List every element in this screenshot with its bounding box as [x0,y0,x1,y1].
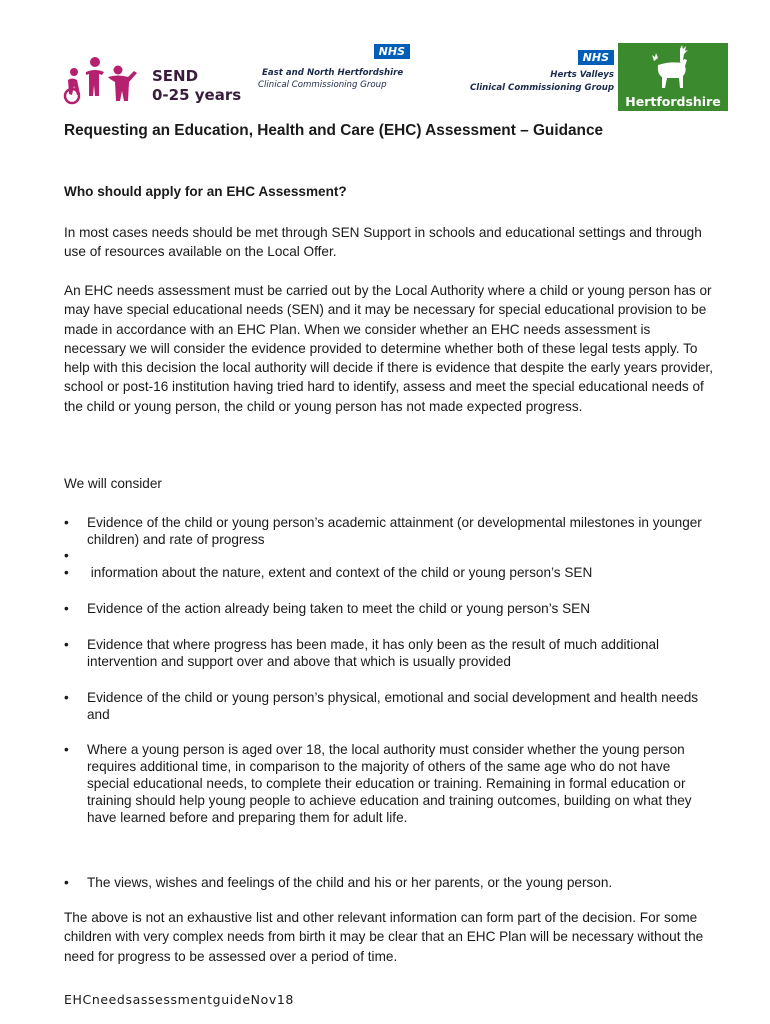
list-item-text: Evidence of the child or young person’s academic attainment (or developmental milestones in younger children) and rate of progress [87,515,702,547]
bullet-dot: • [64,690,69,705]
ccg-east-line2: Clinical Commissioning Group [258,80,387,90]
send-logo-line1: SEND [152,67,199,85]
ccg-east-north-herts-logo [256,44,410,102]
list-item-text: information about the nature, extent and context of the child or young person’s SEN [87,565,593,580]
bullet-dot: • [64,601,69,616]
bullet-dot: • [64,875,69,890]
list-item-text: Where a young person is aged over 18, the local authority must consider whether the young person requires additional time, in comparison to the majority of others of the same age who do not have special educational needs, to complete their education or training. Remaining in formal education or training should help young people to achieve education and training outcomes, building on what they have learned before and preparing them for adult life. [87,742,692,825]
list-item-text: The views, wishes and feelings of the child and his or her parents, or the young person. [87,875,613,890]
paragraph-we-will-consider: We will consider [64,476,162,491]
ccg-herts-valleys-logo [444,50,614,100]
footer-reference: EHCneedsassessmentguideNov18 [64,992,294,1007]
hart-icon [618,43,728,95]
send-figures-icon [62,50,152,108]
nhs-badge: NHS [374,44,410,59]
list-item-text: Evidence of the child or young person’s physical, emotional and social development and health needs and [87,690,699,722]
paragraph-closing: The above is not an exhaustive list and other relevant information can form part of the decision. For some children with very complex needs from birth it may be clear that an EHC Plan will be necessary without the need for progress to be assessed over a period of time. [64,910,704,964]
bullet-dot: • [64,637,69,652]
bullet-dot: • [64,565,69,580]
hertfordshire-label: Hertfordshire [625,94,721,109]
bullet-dot: • [64,515,69,530]
bullet-dot: • [64,742,69,757]
paragraph-assessment: An EHC needs assessment must be carried out by the Local Authority where a child or young person has or may have special educational needs (SEN) and it may be necessary for special educational provision to be made in accordance with an EHC Plan. When we consider whether an EHC needs assessment is necessary we will consider the evidence provided to determine whether both of these legal tests apply. To help with this decision the local authority will decide if there is evidence that despite the early years provider, school or post-16 institution having tried hard to identify, assess and meet the special educational needs of the child or young person, the child or young person has not made expected progress. [64,283,714,414]
ccg-herts-line1: Herts Valleys [550,70,614,80]
nhs-badge: NHS [578,50,614,65]
ccg-herts-line2: Clinical Commissioning Group [469,83,614,93]
list-item-text: Evidence of the action already being taken to meet the child or young person’s SEN [87,601,591,616]
send-logo-line2: 0-25 years [152,86,242,104]
document-title: Requesting an Education, Health and Care (EHC) Assessment – Guidance [64,122,604,139]
send-logo-text [152,67,241,105]
ccg-east-line1: East and North Hertfordshire [262,68,404,78]
paragraph-support: In most cases needs should be met through SEN Support in schools and educational settings and through use of resources available on the Local Offer. [64,225,702,260]
section-heading: Who should apply for an EHC Assessment? [64,184,347,199]
hertfordshire-logo [618,43,728,111]
list-item-text: Evidence that where progress has been made, it has only been as the result of much additional intervention and support over and above that which is usually provided [87,637,660,669]
bullet-dot: • [64,548,69,563]
